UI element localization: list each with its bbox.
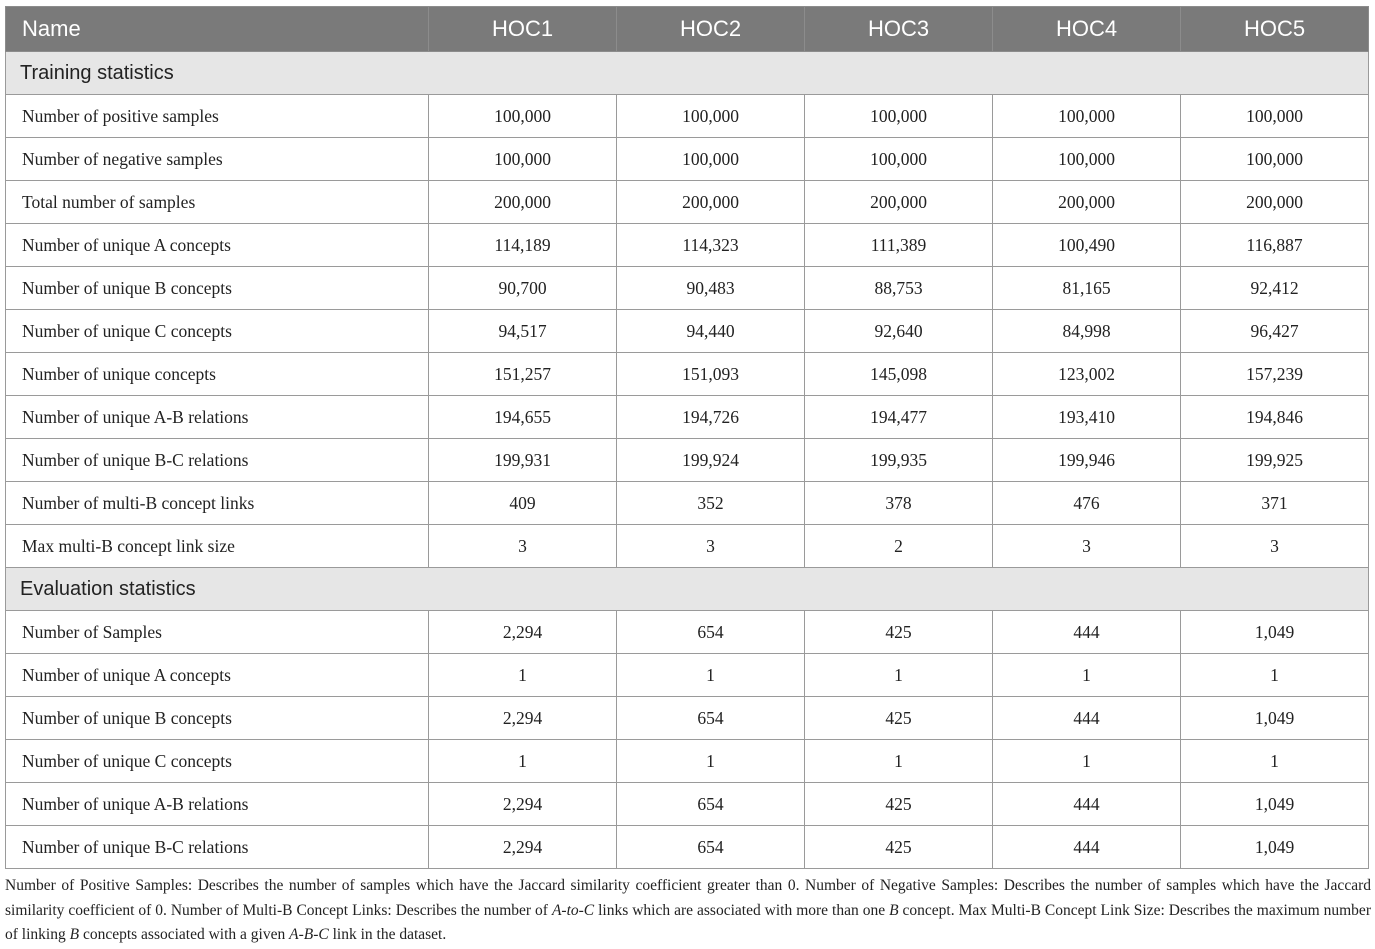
cell-hoc1: 1 bbox=[429, 740, 617, 783]
cell-hoc4: 123,002 bbox=[993, 353, 1181, 396]
table-row bbox=[6, 439, 1369, 482]
cell-hoc4: 100,000 bbox=[993, 95, 1181, 138]
table-row bbox=[6, 740, 1369, 783]
cell-hoc5: 100,000 bbox=[1181, 138, 1369, 181]
table-header-row bbox=[6, 7, 1369, 52]
cell-hoc2: 1 bbox=[617, 654, 805, 697]
dataset-statistics-table bbox=[5, 6, 1369, 869]
cell-hoc4: 1 bbox=[993, 654, 1181, 697]
footnote-text: concept. Max Multi-B Concept Link Size: Describes the maximum number of linking bbox=[5, 901, 1371, 943]
cell-hoc5: 116,887 bbox=[1181, 224, 1369, 267]
cell-hoc5: 1,049 bbox=[1181, 611, 1369, 654]
cell-hoc4: 1 bbox=[993, 740, 1181, 783]
cell-hoc3: 199,935 bbox=[805, 439, 993, 482]
cell-hoc2: 151,093 bbox=[617, 353, 805, 396]
table-row bbox=[6, 181, 1369, 224]
row-label: Number of unique concepts bbox=[6, 353, 429, 396]
cell-hoc5: 1,049 bbox=[1181, 697, 1369, 740]
cell-hoc4: 444 bbox=[993, 783, 1181, 826]
cell-hoc2: 654 bbox=[617, 783, 805, 826]
cell-hoc5: 3 bbox=[1181, 525, 1369, 568]
cell-hoc1: 200,000 bbox=[429, 181, 617, 224]
row-label: Number of unique B-C relations bbox=[6, 826, 429, 869]
cell-hoc5: 194,846 bbox=[1181, 396, 1369, 439]
section-title: Training statistics bbox=[6, 52, 1369, 95]
cell-hoc2: 90,483 bbox=[617, 267, 805, 310]
cell-hoc1: 3 bbox=[429, 525, 617, 568]
cell-hoc3: 378 bbox=[805, 482, 993, 525]
table-body bbox=[6, 52, 1369, 869]
footnote-text: links which are associated with more than one bbox=[594, 901, 890, 919]
cell-hoc1: 90,700 bbox=[429, 267, 617, 310]
cell-hoc2: 3 bbox=[617, 525, 805, 568]
row-label: Number of negative samples bbox=[6, 138, 429, 181]
cell-hoc4: 84,998 bbox=[993, 310, 1181, 353]
cell-hoc3: 145,098 bbox=[805, 353, 993, 396]
table-row bbox=[6, 697, 1369, 740]
row-label: Number of unique A concepts bbox=[6, 224, 429, 267]
section-row bbox=[6, 568, 1369, 611]
cell-hoc1: 194,655 bbox=[429, 396, 617, 439]
cell-hoc4: 200,000 bbox=[993, 181, 1181, 224]
table-row bbox=[6, 396, 1369, 439]
cell-hoc2: 100,000 bbox=[617, 138, 805, 181]
table-row bbox=[6, 611, 1369, 654]
table-row bbox=[6, 267, 1369, 310]
cell-hoc3: 1 bbox=[805, 654, 993, 697]
row-label: Number of unique C concepts bbox=[6, 310, 429, 353]
footnote-text: link in the dataset. bbox=[328, 926, 447, 943]
cell-hoc1: 2,294 bbox=[429, 697, 617, 740]
cell-hoc3: 100,000 bbox=[805, 95, 993, 138]
column-header-hoc4: HOC4 bbox=[993, 7, 1181, 52]
table-row bbox=[6, 353, 1369, 396]
footnote-text: concepts associated with a given bbox=[79, 926, 290, 943]
cell-hoc2: 654 bbox=[617, 697, 805, 740]
footnote-term-a-b-c: A-B-C bbox=[289, 926, 329, 943]
cell-hoc1: 2,294 bbox=[429, 783, 617, 826]
cell-hoc3: 425 bbox=[805, 611, 993, 654]
table-row bbox=[6, 95, 1369, 138]
cell-hoc4: 476 bbox=[993, 482, 1181, 525]
cell-hoc3: 200,000 bbox=[805, 181, 993, 224]
row-label: Number of unique B concepts bbox=[6, 267, 429, 310]
cell-hoc5: 1,049 bbox=[1181, 783, 1369, 826]
cell-hoc2: 200,000 bbox=[617, 181, 805, 224]
cell-hoc3: 425 bbox=[805, 826, 993, 869]
cell-hoc5: 96,427 bbox=[1181, 310, 1369, 353]
cell-hoc5: 371 bbox=[1181, 482, 1369, 525]
cell-hoc1: 94,517 bbox=[429, 310, 617, 353]
cell-hoc1: 199,931 bbox=[429, 439, 617, 482]
statistics-table-container bbox=[5, 6, 1369, 869]
column-header-hoc3: HOC3 bbox=[805, 7, 993, 52]
cell-hoc2: 1 bbox=[617, 740, 805, 783]
cell-hoc5: 1 bbox=[1181, 740, 1369, 783]
cell-hoc3: 425 bbox=[805, 697, 993, 740]
column-header-name: Name bbox=[6, 7, 429, 52]
footnote-term-b: B bbox=[889, 901, 899, 919]
cell-hoc5: 199,925 bbox=[1181, 439, 1369, 482]
column-header-hoc5: HOC5 bbox=[1181, 7, 1369, 52]
footnote-term-a-to-c: A-to-C bbox=[551, 901, 595, 919]
row-label: Total number of samples bbox=[6, 181, 429, 224]
table-row bbox=[6, 138, 1369, 181]
cell-hoc5: 157,239 bbox=[1181, 353, 1369, 396]
cell-hoc4: 193,410 bbox=[993, 396, 1181, 439]
section-row bbox=[6, 52, 1369, 95]
cell-hoc1: 114,189 bbox=[429, 224, 617, 267]
row-label: Number of unique A-B relations bbox=[6, 396, 429, 439]
cell-hoc3: 92,640 bbox=[805, 310, 993, 353]
column-header-hoc2: HOC2 bbox=[617, 7, 805, 52]
footnote-text: Number of Positive Samples: Describes the number of samples which have the Jaccard similarity coefficient greater than 0. Number of Negative Samples: Describes the number of samples which have the Jaccard similarity coefficient of 0. Number of Multi-B Concept Links: Describes the number of bbox=[5, 877, 1371, 919]
cell-hoc1: 1 bbox=[429, 654, 617, 697]
cell-hoc4: 444 bbox=[993, 611, 1181, 654]
cell-hoc3: 111,389 bbox=[805, 224, 993, 267]
cell-hoc3: 100,000 bbox=[805, 138, 993, 181]
cell-hoc1: 100,000 bbox=[429, 95, 617, 138]
cell-hoc4: 444 bbox=[993, 826, 1181, 869]
cell-hoc2: 100,000 bbox=[617, 95, 805, 138]
cell-hoc5: 100,000 bbox=[1181, 95, 1369, 138]
cell-hoc2: 199,924 bbox=[617, 439, 805, 482]
section-title: Evaluation statistics bbox=[6, 568, 1369, 611]
cell-hoc3: 88,753 bbox=[805, 267, 993, 310]
cell-hoc4: 100,000 bbox=[993, 138, 1181, 181]
cell-hoc1: 100,000 bbox=[429, 138, 617, 181]
table-footnote bbox=[5, 874, 1371, 948]
cell-hoc5: 92,412 bbox=[1181, 267, 1369, 310]
cell-hoc3: 2 bbox=[805, 525, 993, 568]
cell-hoc5: 1 bbox=[1181, 654, 1369, 697]
row-label: Number of unique C concepts bbox=[6, 740, 429, 783]
table-row bbox=[6, 654, 1369, 697]
row-label: Number of multi-B concept links bbox=[6, 482, 429, 525]
footnote-term-b: B bbox=[69, 926, 80, 943]
cell-hoc4: 3 bbox=[993, 525, 1181, 568]
row-label: Number of unique B-C relations bbox=[6, 439, 429, 482]
row-label: Number of unique B concepts bbox=[6, 697, 429, 740]
cell-hoc2: 654 bbox=[617, 611, 805, 654]
table-row bbox=[6, 310, 1369, 353]
cell-hoc4: 199,946 bbox=[993, 439, 1181, 482]
cell-hoc4: 444 bbox=[993, 697, 1181, 740]
cell-hoc4: 100,490 bbox=[993, 224, 1181, 267]
cell-hoc2: 114,323 bbox=[617, 224, 805, 267]
cell-hoc5: 1,049 bbox=[1181, 826, 1369, 869]
table-row bbox=[6, 525, 1369, 568]
cell-hoc3: 194,477 bbox=[805, 396, 993, 439]
row-label: Number of Samples bbox=[6, 611, 429, 654]
cell-hoc1: 2,294 bbox=[429, 611, 617, 654]
row-label: Max multi-B concept link size bbox=[6, 525, 429, 568]
cell-hoc2: 94,440 bbox=[617, 310, 805, 353]
cell-hoc3: 1 bbox=[805, 740, 993, 783]
column-header-hoc1: HOC1 bbox=[429, 7, 617, 52]
row-label: Number of unique A-B relations bbox=[6, 783, 429, 826]
cell-hoc5: 200,000 bbox=[1181, 181, 1369, 224]
cell-hoc1: 151,257 bbox=[429, 353, 617, 396]
cell-hoc2: 194,726 bbox=[617, 396, 805, 439]
table-row bbox=[6, 224, 1369, 267]
table-row bbox=[6, 783, 1369, 826]
cell-hoc4: 81,165 bbox=[993, 267, 1181, 310]
table-row bbox=[6, 482, 1369, 525]
cell-hoc2: 352 bbox=[617, 482, 805, 525]
cell-hoc3: 425 bbox=[805, 783, 993, 826]
row-label: Number of positive samples bbox=[6, 95, 429, 138]
cell-hoc2: 654 bbox=[617, 826, 805, 869]
row-label: Number of unique A concepts bbox=[6, 654, 429, 697]
cell-hoc1: 2,294 bbox=[429, 826, 617, 869]
table-row bbox=[6, 826, 1369, 869]
cell-hoc1: 409 bbox=[429, 482, 617, 525]
